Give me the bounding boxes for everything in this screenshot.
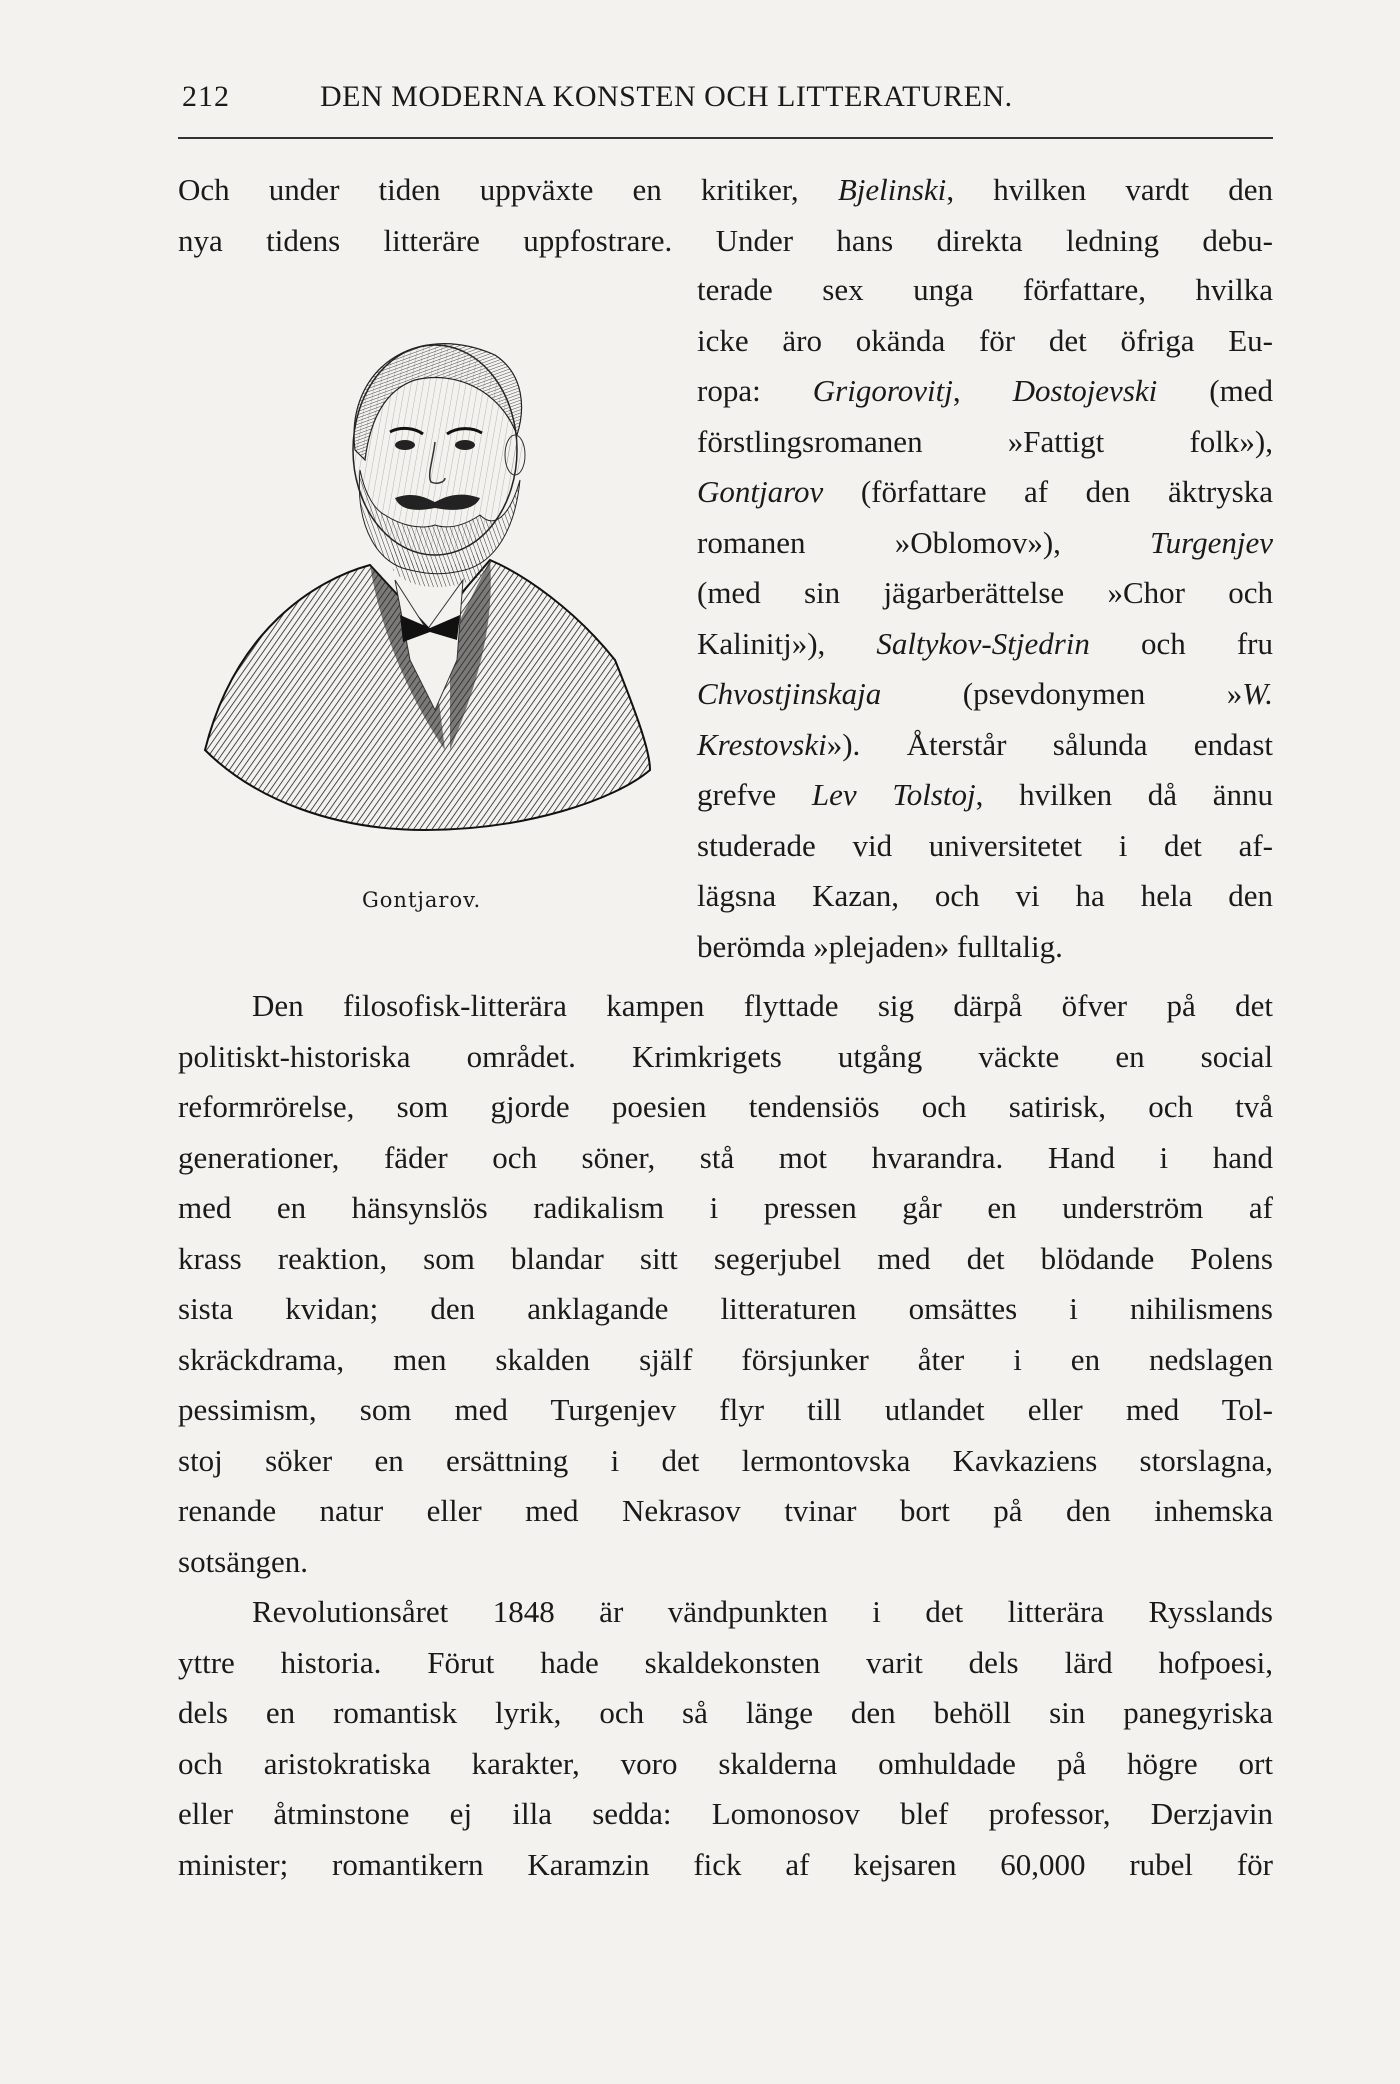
gontjarov-portrait-engraving xyxy=(195,330,655,860)
paragraph-intro-top xyxy=(178,165,1273,266)
text-line: terade sex unga författare, hvilka xyxy=(697,272,1273,307)
page-number: 212 xyxy=(182,80,230,113)
text-line: studerade vid universitetet i det af- xyxy=(697,827,1273,863)
text-line: krass reaktion, som blandar sitt segerjubel med det blödande Polens xyxy=(178,1240,1273,1276)
body-text xyxy=(178,981,1273,1890)
text-line: grefve Lev Tolstoj, hvilken då ännu xyxy=(697,777,1273,812)
text-line: reformrörelse, som gjorde poesien tendensiös och satirisk, och två xyxy=(178,1089,1273,1124)
text-line: lägsna Kazan, och vi ha hela den xyxy=(697,878,1273,913)
text-line: yttre historia. Förut hade skaldekonsten varit dels lärd hofpoesi, xyxy=(178,1644,1273,1680)
portrait-caption: Gontjarov. xyxy=(362,888,482,912)
text-line: Och under tiden uppväxte en kritiker, Bjelinski, hvilken vardt den xyxy=(178,172,1273,207)
paragraph-intro-wrap xyxy=(697,265,1273,972)
text-line: Kalinitj»), Saltykov-Stjedrin och fru xyxy=(697,625,1273,661)
text-line: stoj söker en ersättning i det lermontovska Kavkaziens storslagna, xyxy=(178,1442,1273,1478)
text-line: dels en romantisk lyrik, och så länge den behöll sin panegyriska xyxy=(178,1695,1273,1730)
text-line: romanen »Oblomov»), Turgenjev xyxy=(697,524,1273,560)
text-line: sista kvidan; den anklagande litteraturen omsättes i nihilismens xyxy=(178,1291,1273,1326)
text-line: pessimism, som med Turgenjev flyr till utlandet eller med Tol- xyxy=(178,1392,1273,1427)
text-line: nya tidens litteräre uppfostrare. Under hans direkta ledning debu- xyxy=(178,222,1273,258)
text-line: generationer, fäder och söner, stå mot hvarandra. Hand i hand xyxy=(178,1139,1273,1175)
text-line: Revolutionsåret 1848 är vändpunkten i det litterära Rysslands xyxy=(252,1594,1273,1629)
text-line: Chvostjinskaja (psevdonymen »W. xyxy=(697,676,1273,711)
text-line: sotsängen. xyxy=(178,1543,309,1579)
text-line: renande natur eller med Nekrasov tvinar bort på den inhemska xyxy=(178,1493,1273,1528)
text-line: politiskt-historiska området. Krimkrigets utgång väckte en social xyxy=(178,1038,1273,1074)
text-line: icke äro okända för det öfriga Eu- xyxy=(697,322,1273,358)
text-line: (med sin jägarberättelse »Chor och xyxy=(697,575,1273,610)
text-line: och aristokratiska karakter, voro skalderna omhuldade på högre ort xyxy=(178,1745,1273,1781)
text-line: med en hänsynslös radikalism i pressen går en underström af xyxy=(178,1190,1273,1225)
text-line: Krestovski»). Återstår sålunda endast xyxy=(697,726,1273,762)
text-line: eller åtminstone ej illa sedda: Lomonosov blef professor, Derzjavin xyxy=(178,1796,1273,1831)
text-line: skräckdrama, men skalden själf försjunker åter i en nedslagen xyxy=(178,1341,1273,1377)
running-title: DEN MODERNA KONSTEN OCH LITTERATUREN. xyxy=(320,80,1013,113)
text-line: ropa: Grigorovitj, Dostojevski (med xyxy=(697,373,1274,408)
text-line: berömda »plejaden» fulltalig. xyxy=(697,928,1063,964)
text-line: förstlingsromanen »Fattigt folk»), xyxy=(697,423,1273,459)
text-line: Den filosofisk-litterära kampen flyttade sig därpå öfver på det xyxy=(252,988,1273,1023)
page-header xyxy=(182,80,1272,120)
header-rule xyxy=(178,137,1273,139)
text-line: Gontjarov (författare af den äktryska xyxy=(697,474,1273,509)
text-line: minister; romantikern Karamzin fick af kejsaren 60,000 rubel för xyxy=(178,1846,1273,1882)
